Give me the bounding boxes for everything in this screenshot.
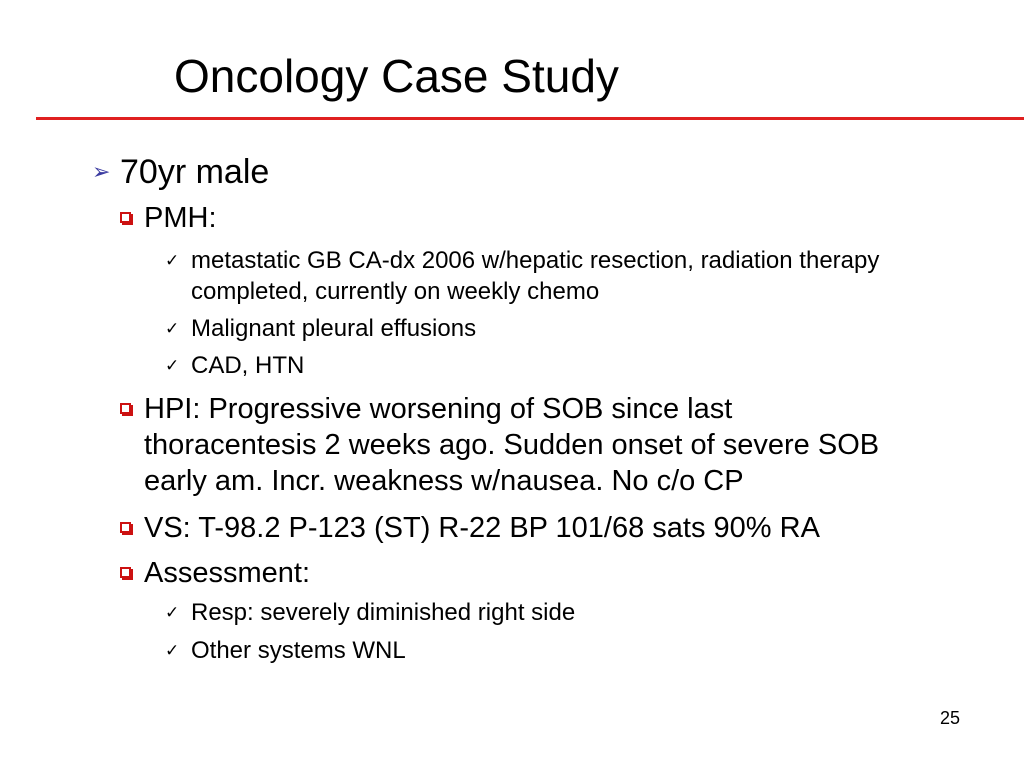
bullet-patient <box>92 152 269 192</box>
assessment-item-1-text: Resp: severely diminished right side <box>191 599 576 626</box>
pmh-item-1-line-1: metastatic GB CA-dx 2006 w/hepatic resection, radiation therapy <box>191 247 880 274</box>
bullet-pmh-item-3 <box>165 350 304 381</box>
bullet-assessment-item-1 <box>165 597 575 628</box>
bullet-hpi <box>118 391 879 499</box>
checkmark-bullet-icon: ✓ <box>165 319 180 338</box>
title-divider <box>36 117 1024 120</box>
bullet-vitals <box>118 510 820 546</box>
assessment-label: Assessment: <box>144 557 310 589</box>
bullet-pmh-item-2 <box>165 313 476 344</box>
page-number: 25 <box>940 708 961 728</box>
bullet-assessment-item-2 <box>165 635 406 666</box>
pmh-item-1-text <box>191 245 879 307</box>
assessment-item-2-text: Other systems WNL <box>191 637 406 664</box>
bullet-pmh-item-1 <box>165 245 879 307</box>
vitals-text: VS: T-98.2 P-123 (ST) R-22 BP 101/68 sats 90% RA <box>144 512 820 544</box>
hpi-line-2: thoracentesis 2 weeks ago. Sudden onset of severe SOB <box>144 429 880 461</box>
slide-title: Oncology Case Study <box>174 50 619 102</box>
pmh-item-3-text: CAD, HTN <box>191 352 305 379</box>
hpi-line-1: HPI: Progressive worsening of SOB since last <box>144 393 733 425</box>
pmh-label: PMH: <box>144 202 217 234</box>
pmh-item-1-line-2: completed, currently on weekly chemo <box>191 278 600 305</box>
checkmark-bullet-icon: ✓ <box>165 641 180 660</box>
patient-text: 70yr male <box>120 153 270 191</box>
square-bullet-icon <box>118 510 144 546</box>
checkmark-bullet-icon: ✓ <box>165 603 180 622</box>
bullet-assessment <box>118 555 310 591</box>
square-bullet-icon <box>118 391 144 427</box>
hpi-text <box>144 391 879 499</box>
pmh-item-2-text: Malignant pleural effusions <box>191 315 477 342</box>
square-bullet-icon <box>118 555 144 591</box>
checkmark-bullet-icon: ✓ <box>165 356 180 375</box>
checkmark-bullet-icon: ✓ <box>165 251 180 270</box>
hpi-line-3: early am. Incr. weakness w/nausea. No c/o CP <box>144 465 744 497</box>
square-bullet-icon <box>118 200 144 236</box>
arrowhead-bullet-icon: ➢ <box>92 159 111 184</box>
bullet-pmh <box>118 200 217 236</box>
